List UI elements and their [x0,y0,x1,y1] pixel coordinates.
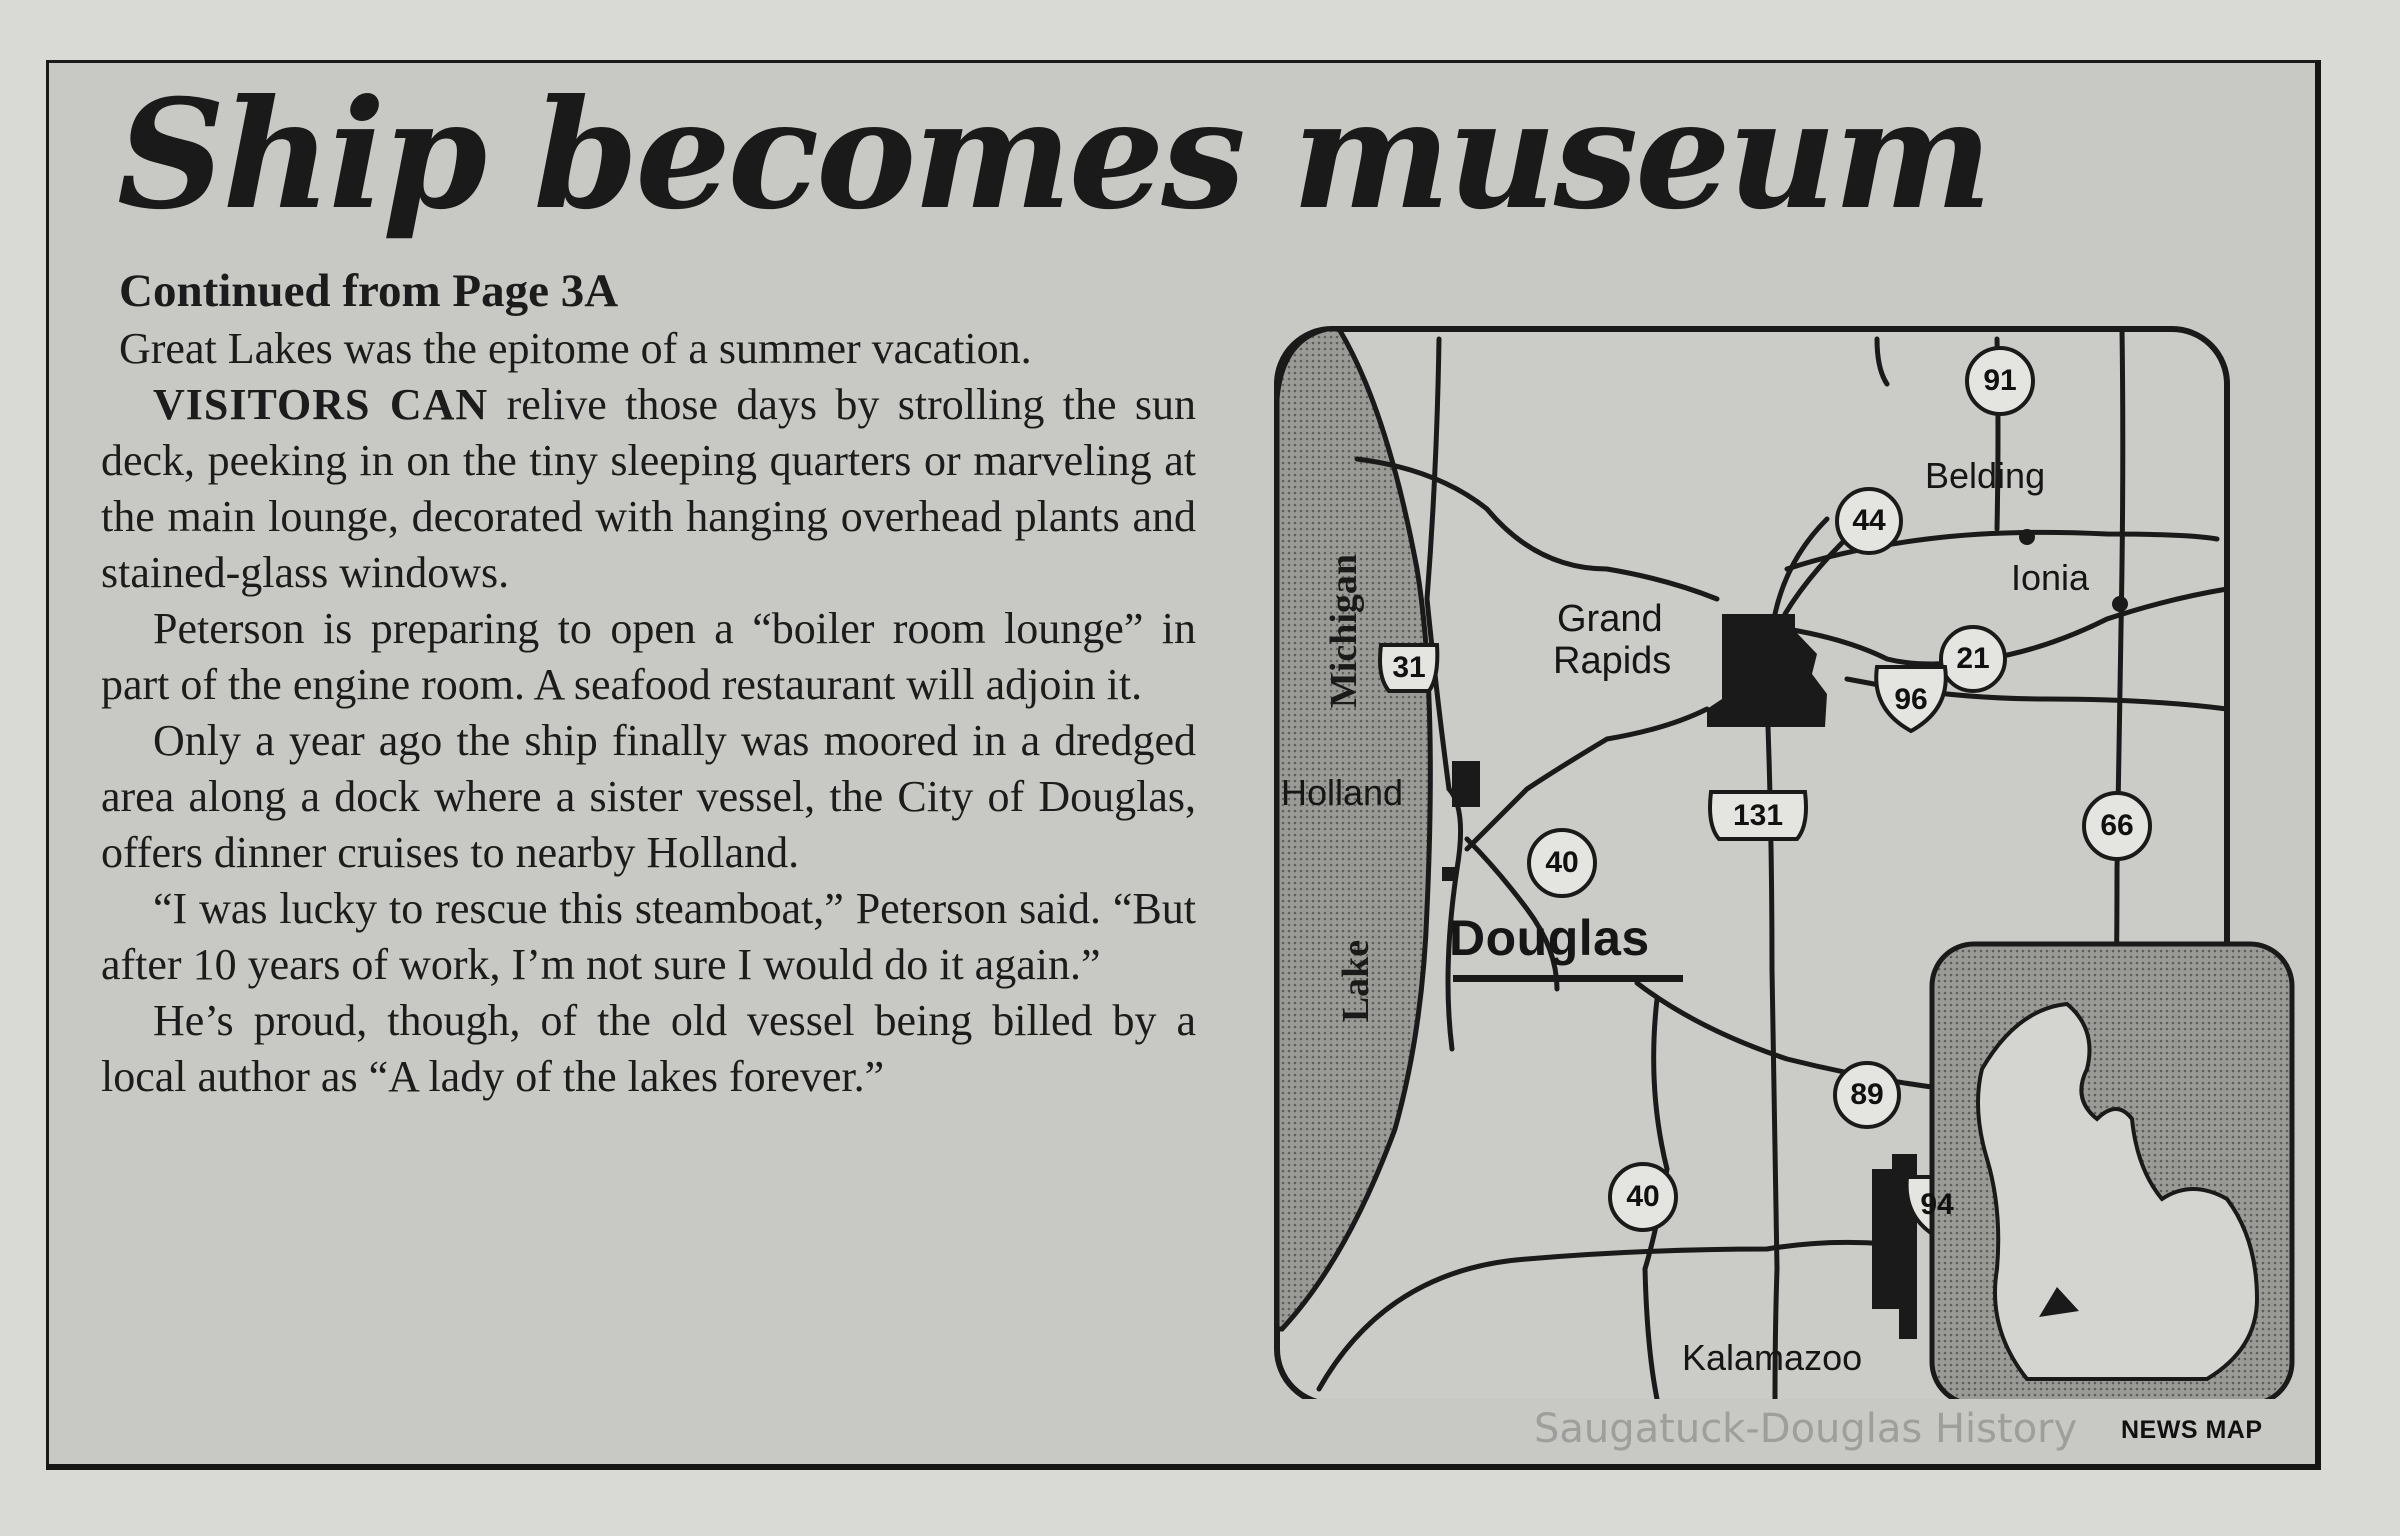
route-31-label: 31 [1392,651,1426,684]
paragraph-visitors-text: relive those days by strolling the sun deck, peeking in on the tiny sleeping quarters or marveling at the main lounge, decorated with hanging overhead plants and stained-glass windows. [101,380,1197,597]
route-96-label: 96 [1894,683,1928,716]
belding-dot [2019,529,2035,545]
route-40-south-label: 40 [1626,1180,1660,1213]
headline: Ship becomes museum [117,67,1990,243]
holland-label: Holland [1281,772,1404,813]
paragraph-visitors [101,377,1196,601]
paragraph-moored: Only a year ago the ship finally was moored in a dredged area along a dock where a sister vessel, the City of Douglas, offers dinner cruises to nearby Holland. [101,716,1196,877]
douglas-underline [1453,975,1683,982]
holland-area [1452,761,1480,807]
route-91-label: 91 [1983,364,2017,397]
route-44-label: 44 [1852,504,1886,537]
lake-label: Lake [1335,939,1378,1023]
route-40-north-label: 40 [1545,846,1579,879]
route-94-label: 94 [1920,1188,1954,1221]
kicker-text: VISITORS CAN [153,380,489,429]
paragraph-quote: “I was lucky to rescue this steamboat,” Peterson said. “But after 10 years of work, I’m not sure I would do it again.” [101,884,1196,989]
belding-label: Belding [1925,455,2046,496]
watermark-text: Saugatuck-Douglas History [1534,1406,2078,1452]
grand-rapids-label-line2: Rapids [1553,640,1672,682]
route-21-label: 21 [1956,642,1990,675]
article-body [101,263,1196,1105]
douglas-label: Douglas [1449,910,1650,966]
route-131-label: 131 [1732,799,1784,832]
route-66-label: 66 [2100,809,2134,842]
ionia-label: Ionia [2011,557,2090,598]
newspaper-clipping [46,60,2321,1470]
douglas-area [1442,867,1456,881]
paragraph-lead: Great Lakes was the epitome of a summer vacation. [119,324,1032,373]
route-89-label: 89 [1850,1078,1884,1111]
michigan-label: Michigan [1323,553,1366,709]
news-map [1227,269,2307,1399]
news-map-credit: NEWS MAP [2121,1416,2263,1444]
ionia-dot [2112,596,2128,612]
paragraph-lady-of-lakes: He’s proud, though, of the old vessel being billed by a local author as “A lady of the lakes forever.” [101,996,1196,1101]
kalamazoo-label: Kalamazoo [1682,1337,1863,1378]
grand-rapids-label-line1: Grand [1557,598,1663,640]
paragraph-boiler-room: Peterson is preparing to open a “boiler room lounge” in part of the engine room. A seafood restaurant will adjoin it. [101,604,1196,709]
continued-line: Continued from Page 3A [119,265,619,317]
